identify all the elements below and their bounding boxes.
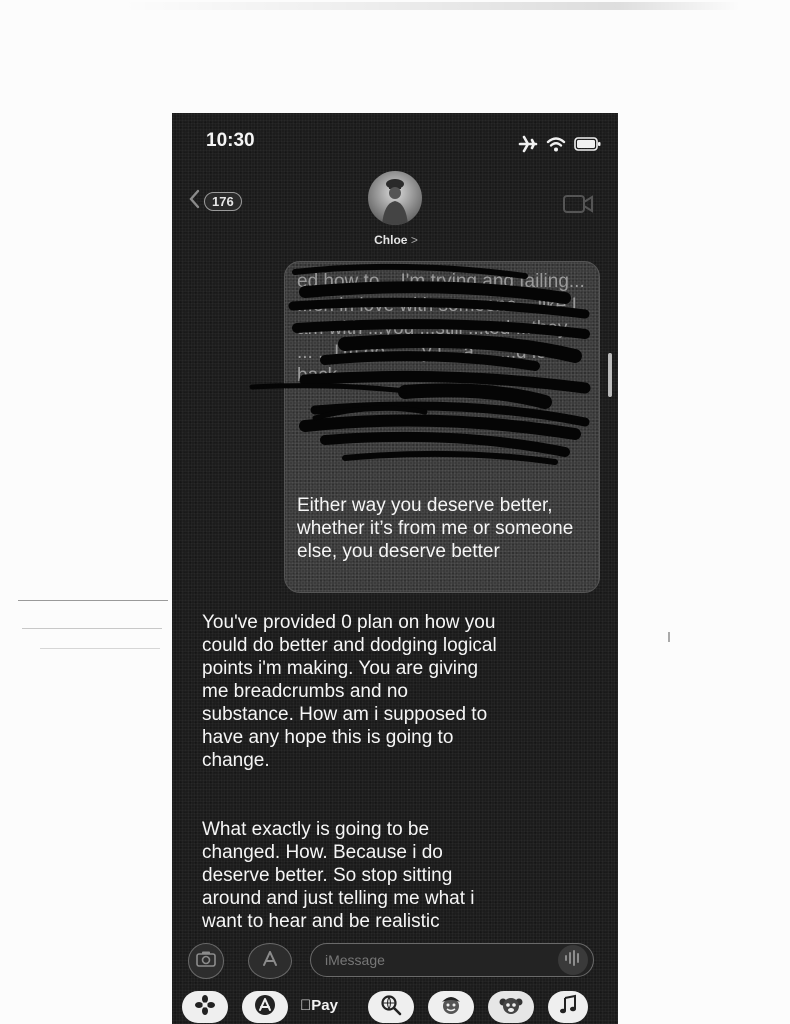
photos-icon bbox=[194, 994, 216, 1020]
dictation-button[interactable] bbox=[558, 945, 588, 975]
memoji-icon bbox=[439, 994, 463, 1020]
sent-message-1[interactable]: You've provided 0 plan on how you could do better and dodging logical points i'm making. You are giving me breadcrumbs and no substance. How am i supposed to have any hope this is going to change. bbox=[202, 612, 497, 771]
apple-pay-button[interactable] bbox=[300, 997, 338, 1014]
contact-name: Chloe bbox=[374, 233, 408, 247]
back-button[interactable] bbox=[188, 189, 242, 214]
scan-artifact bbox=[40, 648, 160, 649]
chevron-right-icon: > bbox=[410, 233, 418, 247]
scan-artifact bbox=[18, 600, 168, 601]
scan-artifact bbox=[120, 2, 740, 10]
app-store-icon bbox=[254, 994, 276, 1020]
animoji-button[interactable] bbox=[488, 991, 534, 1023]
app-store-icon bbox=[260, 949, 280, 974]
battery-icon bbox=[574, 136, 602, 152]
web-search-button[interactable] bbox=[368, 991, 414, 1023]
scroll-indicator[interactable] bbox=[608, 353, 612, 397]
app-store-button[interactable] bbox=[242, 991, 288, 1023]
web-search-icon bbox=[380, 994, 402, 1020]
photos-app-button[interactable] bbox=[182, 991, 228, 1023]
unread-count-badge: 176 bbox=[204, 192, 242, 211]
phone-screen bbox=[172, 113, 618, 1024]
camera-icon bbox=[196, 951, 216, 972]
avatar[interactable] bbox=[368, 171, 422, 225]
audio-waveform-icon bbox=[564, 950, 582, 971]
redaction-scribble bbox=[285, 262, 599, 492]
message-input-bar bbox=[172, 939, 618, 983]
video-camera-icon[interactable] bbox=[562, 193, 594, 220]
camera-button[interactable] bbox=[188, 943, 224, 979]
contact-name-button[interactable] bbox=[370, 233, 422, 247]
status-time: 10:30 bbox=[206, 130, 255, 151]
animoji-icon bbox=[498, 994, 524, 1020]
music-app-button[interactable] bbox=[548, 991, 588, 1023]
message-input[interactable]: iMessage bbox=[310, 943, 594, 977]
scan-artifact bbox=[22, 628, 162, 629]
memoji-button[interactable] bbox=[428, 991, 474, 1023]
music-icon bbox=[558, 994, 578, 1020]
airplane-icon bbox=[518, 135, 538, 153]
wifi-icon bbox=[546, 136, 566, 152]
app-drawer bbox=[172, 989, 618, 1024]
apple-pay-label: Pay bbox=[300, 997, 327, 1014]
scan-artifact bbox=[668, 632, 670, 642]
redacted-message-text: ed how to... I'm trying and failing... ...en in love with someone ...like I am with ...you ...still ...ted ...they ... ...I'm do... ...y I ...a ... ...d love back. bbox=[297, 271, 585, 386]
sent-message-2[interactable]: What exactly is going to be changed. How. Because i do deserve better. So stop sitting around and just telling me what i want to hear and be realistic bbox=[202, 819, 475, 932]
redaction-scribble bbox=[248, 381, 408, 401]
received-message-bubble[interactable] bbox=[284, 261, 600, 593]
chevron-left-icon bbox=[188, 189, 200, 214]
received-message-text: Either way you deserve better, whether it’s from me or someone else, you deserve better bbox=[297, 495, 574, 562]
apps-button[interactable] bbox=[248, 943, 292, 979]
status-icons bbox=[518, 133, 600, 155]
